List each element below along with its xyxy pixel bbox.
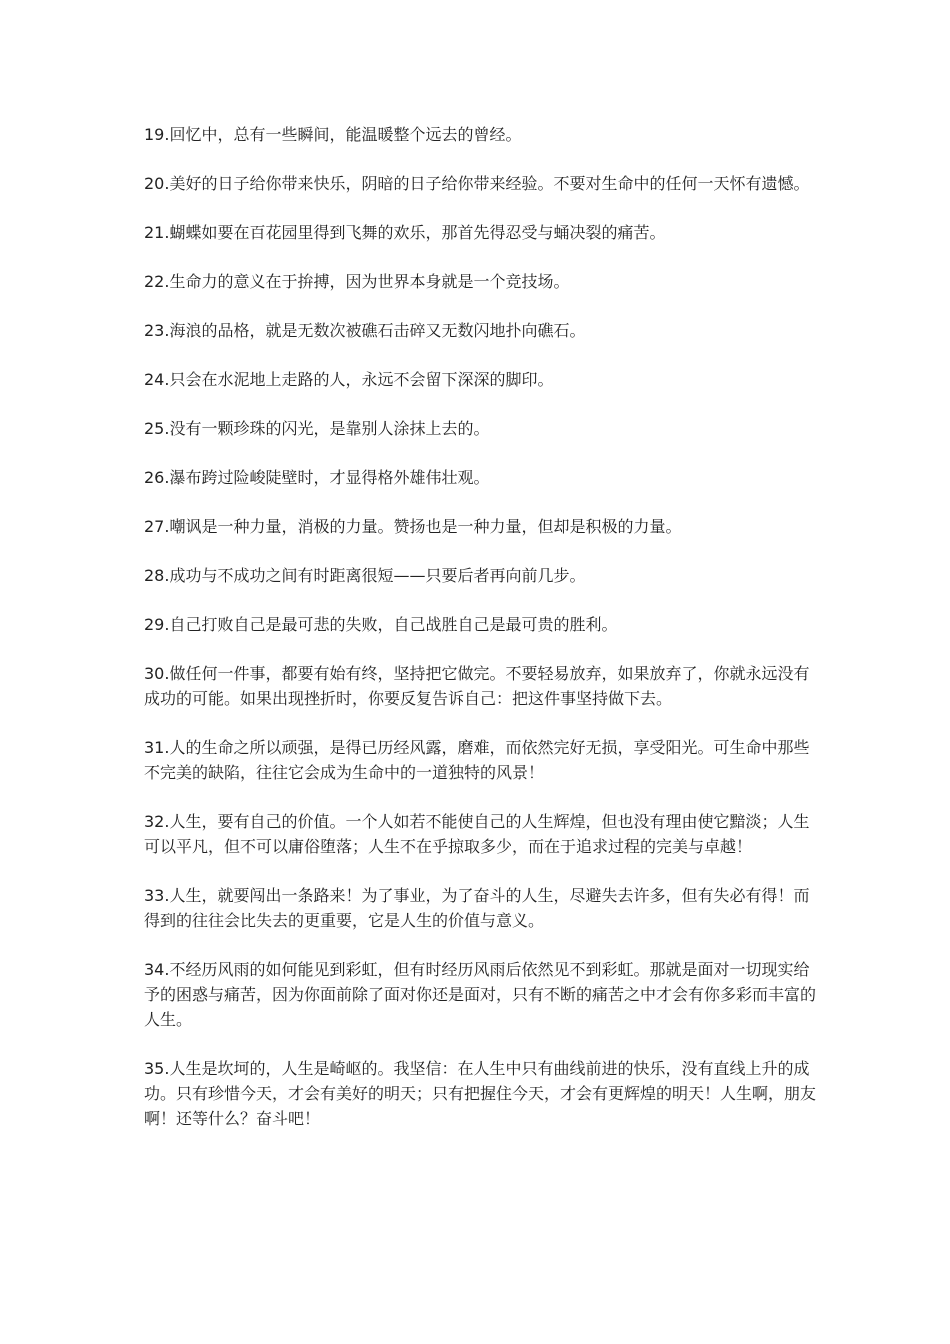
paragraph-19: 19.回忆中，总有一些瞬间，能温暖整个远去的曾经。 (144, 125, 522, 144)
paragraph-20: 20.美好的日子给你带来快乐，阴暗的日子给你带来经验。不要对生命中的任何一天怀有遗憾。 (144, 174, 810, 193)
paragraph-26: 26.瀑布跨过险峻陡壁时，才显得格外雄伟壮观。 (144, 468, 490, 487)
paragraph-29: 29.自己打败自己是最可悲的失败，自己战胜自己是最可贵的胜利。 (144, 615, 618, 634)
paragraph-34: 34.不经历风雨的如何能见到彩虹，但有时经历风雨后依然见不到彩虹。那就是面对一切现实给予的困惑与痛苦，因为你面前除了面对你还是面对，只有不断的痛苦之中才会有你多彩而丰富的人生。 (144, 960, 817, 1029)
paragraph-31: 31.人的生命之所以顽强，是得已历经风露，磨难，而依然完好无损，享受阳光。可生命中那些不完美的缺陷，往往它会成为生命中的一道独特的风景！ (144, 738, 810, 782)
paragraph-22: 22.生命力的意义在于拚搏，因为世界本身就是一个竞技场。 (144, 272, 570, 291)
paragraph-28: 28.成功与不成功之间有时距离很短——只要后者再向前几步。 (144, 566, 586, 585)
paragraph-35: 35.人生是坎坷的，人生是崎岖的。我坚信：在人生中只有曲线前进的快乐，没有直线上升的成功。只有珍惜今天，才会有美好的明天；只有把握住今天，才会有更辉煌的明天！人生啊，朋友啊！还等什么？奋斗吧！ (144, 1059, 817, 1128)
paragraph-30: 30.做任何一件事，都要有始有终，坚持把它做完。不要轻易放弃，如果放弃了，你就永远没有成功的可能。如果出现挫折时，你要反复告诉自己：把这件事坚持做下去。 (144, 664, 810, 708)
paragraph-27: 27.嘲讽是一种力量，消极的力量。赞扬也是一种力量，但却是积极的力量。 (144, 517, 682, 536)
paragraph-21: 21.蝴蝶如要在百花园里得到飞舞的欢乐，那首先得忍受与蛹决裂的痛苦。 (144, 223, 666, 242)
paragraph-24: 24.只会在水泥地上走路的人，永远不会留下深深的脚印。 (144, 370, 554, 389)
paragraph-32: 32.人生，要有自己的价值。一个人如若不能使自己的人生辉煌，但也没有理由使它黯淡；人生可以平凡，但不可以庸俗堕落；人生不在乎掠取多少，而在于追求过程的完美与卓越！ (144, 812, 810, 856)
paragraph-33: 33.人生，就要闯出一条路来！为了事业，为了奋斗的人生，尽避失去许多，但有失必有得！而得到的往往会比失去的更重要，它是人生的价值与意义。 (144, 886, 810, 930)
document-body (144, 122, 816, 1155)
paragraph-23: 23.海浪的品格，就是无数次被礁石击碎又无数闪地扑向礁石。 (144, 321, 586, 340)
paragraph-25: 25.没有一颗珍珠的闪光，是靠别人涂抹上去的。 (144, 419, 490, 438)
